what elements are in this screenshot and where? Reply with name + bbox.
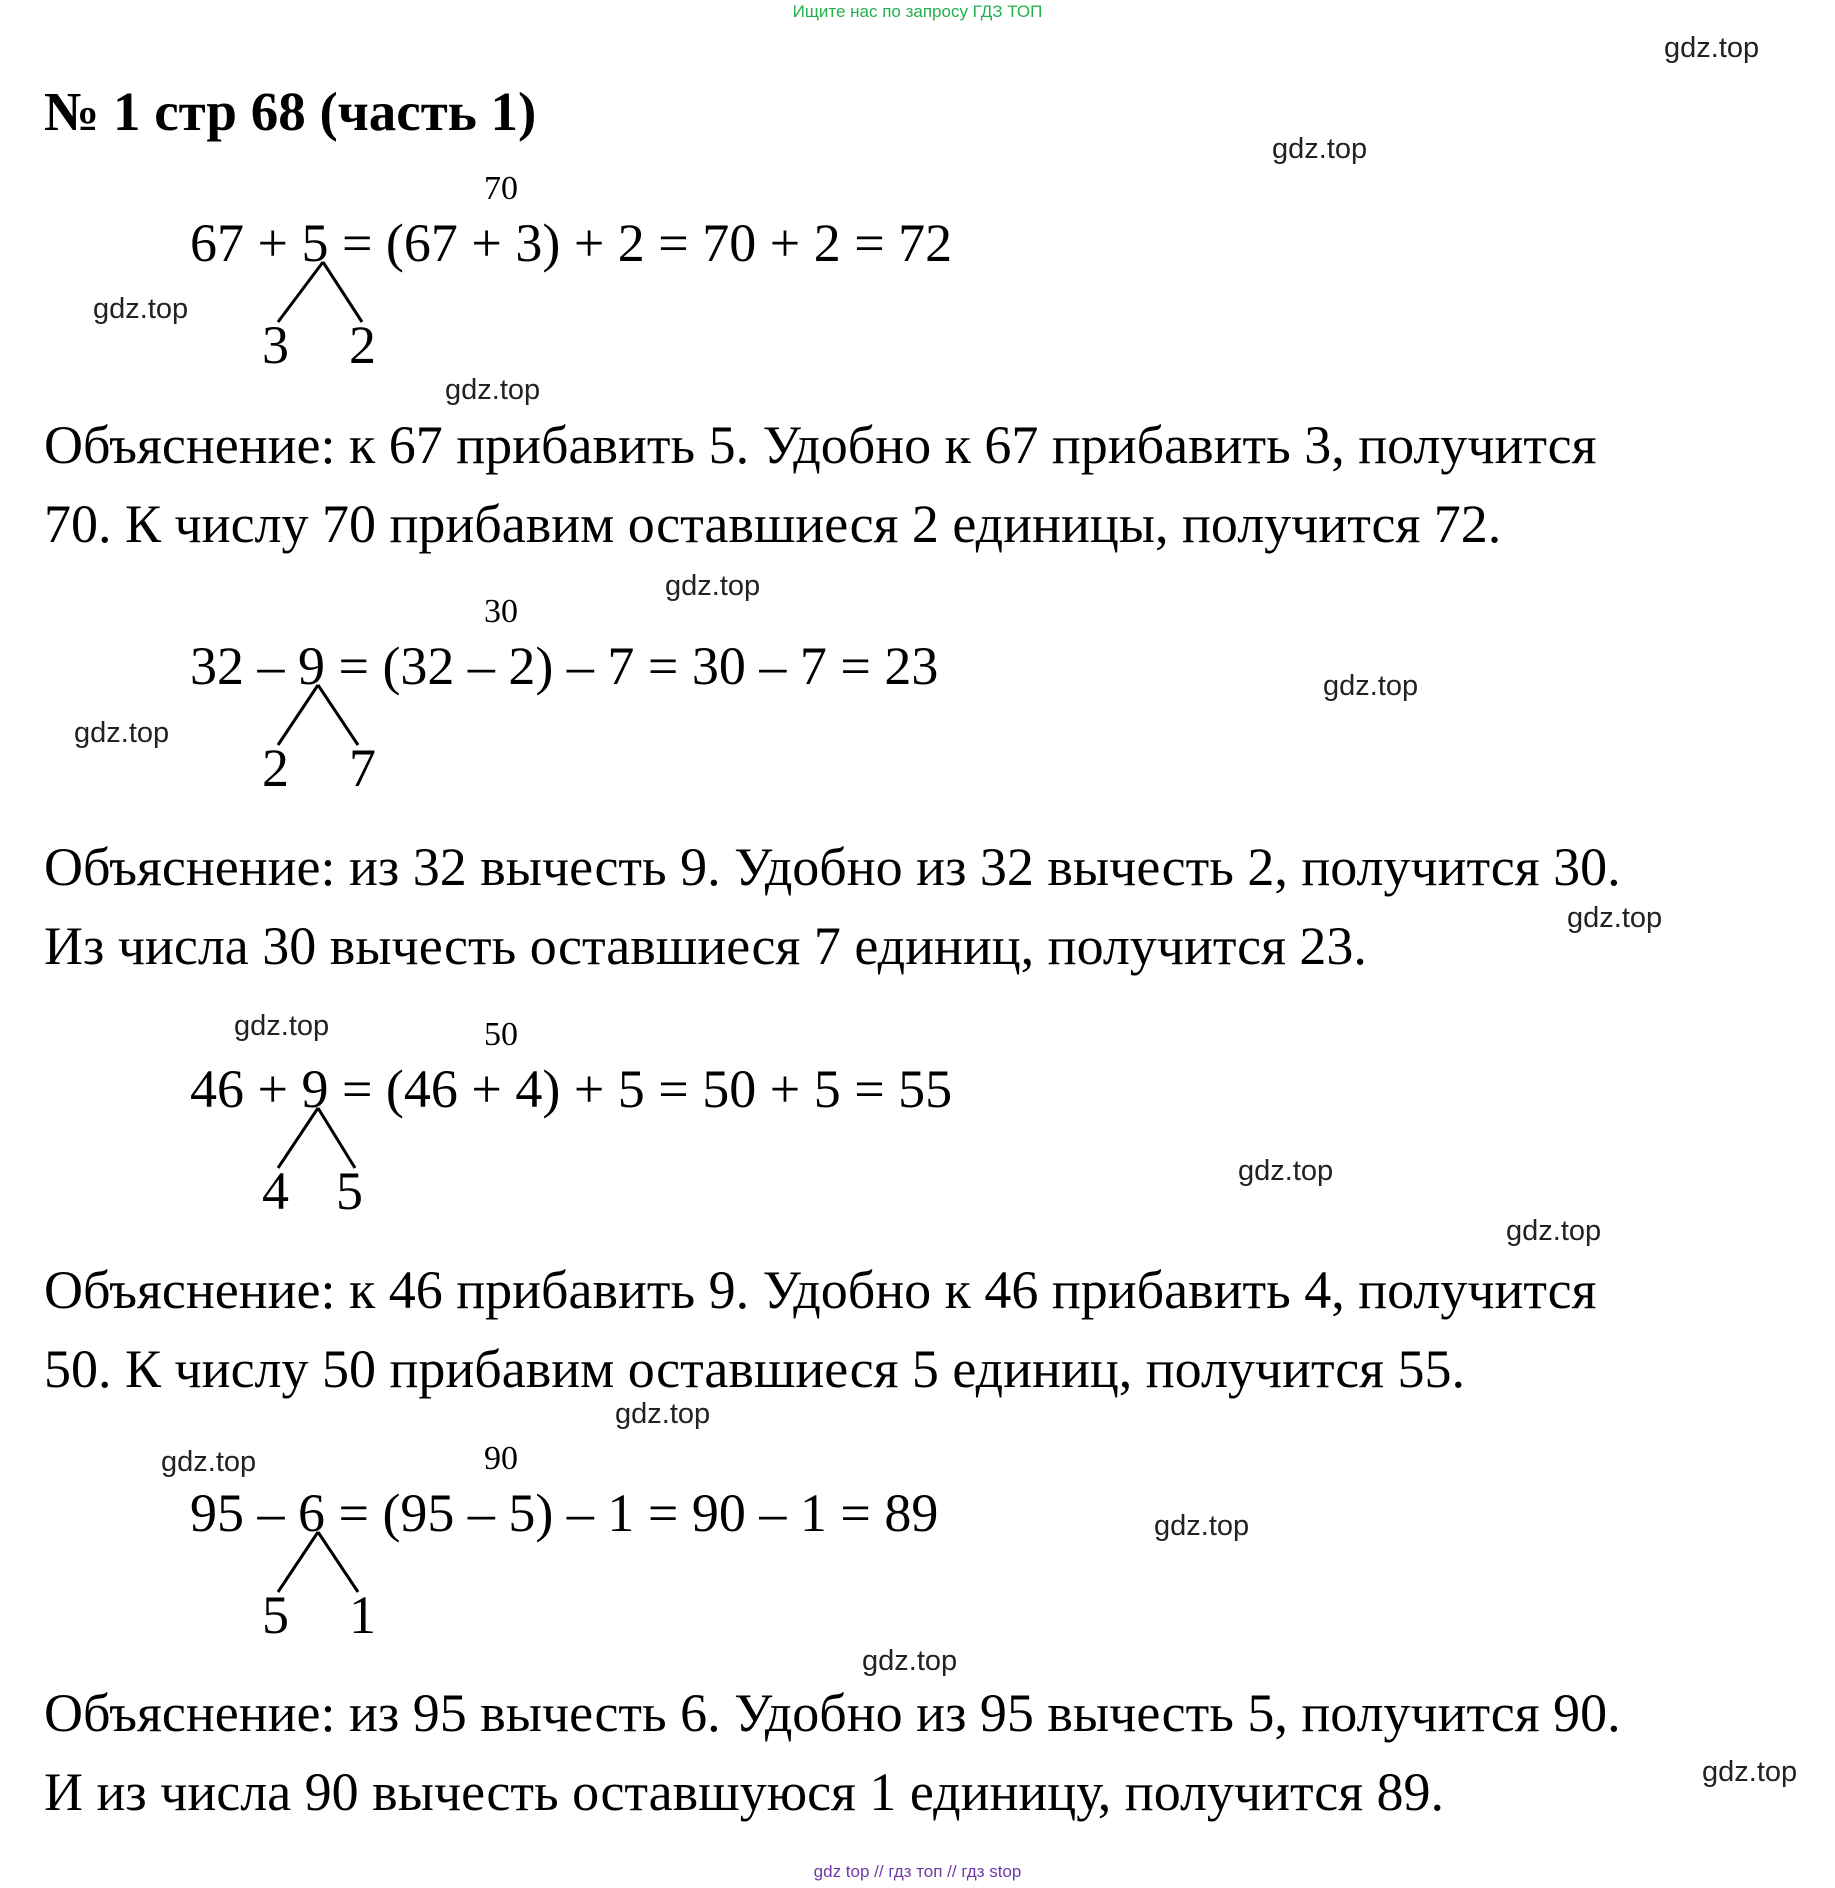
decomposition-part: 4 [262,1161,289,1221]
explanation-line: Объяснение: к 46 прибавить 9. Удобно к 46 прибавить 4, получится [44,1260,1597,1320]
watermark: gdz.top [862,1645,958,1677]
footer-links[interactable]: gdz top // гдз топ // гдз stop [813,1862,1022,1881]
explanation-line: Объяснение: из 95 вычесть 6. Удобно из 95 вычесть 5, получится 90. [44,1683,1621,1743]
watermark: gdz.top [1664,32,1760,64]
decomposition-part: 7 [349,738,376,798]
explanation-line: Из числа 30 вычесть оставшиеся 7 единиц, получится 23. [44,916,1367,976]
decomposition-part: 2 [349,315,376,375]
explanation-line: Объяснение: из 32 вычесть 9. Удобно из 32 вычесть 2, получится 30. [44,837,1621,897]
top-banner[interactable]: Ищите нас по запросу ГДЗ ТОП [792,2,1043,21]
equation: 32 – 9 = (32 – 2) – 7 = 30 – 7 = 23 [190,636,939,696]
decomposition-part: 5 [336,1161,363,1221]
watermark: gdz.top [1272,133,1368,165]
watermark: gdz.top [93,293,189,325]
round-number: 70 [484,170,518,207]
decomposition-branch [0,0,1,1]
round-number: 90 [484,1440,518,1477]
watermark: gdz.top [665,570,761,602]
decomposition-part: 3 [262,315,289,375]
explanation-line: Объяснение: к 67 прибавить 5. Удобно к 67 прибавить 3, получится [44,415,1597,475]
watermark: gdz.top [74,717,170,749]
decomposition-part: 1 [349,1585,376,1645]
decomposition-part: 5 [262,1585,289,1645]
equation: 95 – 6 = (95 – 5) – 1 = 90 – 1 = 89 [190,1483,939,1543]
watermark: gdz.top [1506,1215,1602,1247]
watermark: gdz.top [615,1398,711,1430]
round-number: 30 [484,593,518,630]
explanation-line: 50. К числу 50 прибавим оставшиеся 5 единиц, получится 55. [44,1339,1466,1399]
equation: 46 + 9 = (46 + 4) + 5 = 50 + 5 = 55 [190,1059,953,1119]
equation: 67 + 5 = (67 + 3) + 2 = 70 + 2 = 72 [190,213,953,273]
watermark: gdz.top [1702,1756,1798,1788]
watermark: gdz.top [161,1446,257,1478]
watermark: gdz.top [234,1010,330,1042]
watermark: gdz.top [1567,902,1663,934]
decomposition-part: 2 [262,738,289,798]
watermark: gdz.top [1154,1510,1250,1542]
watermark: gdz.top [1238,1155,1334,1187]
page-title: № 1 стр 68 (часть 1) [44,81,537,142]
watermark: gdz.top [445,374,541,406]
round-number: 50 [484,1016,518,1053]
watermark: gdz.top [1323,670,1419,702]
explanation-line: 70. К числу 70 прибавим оставшиеся 2 единицы, получится 72. [44,494,1502,554]
explanation-line: И из числа 90 вычесть оставшуюся 1 единицу, получится 89. [44,1762,1445,1822]
